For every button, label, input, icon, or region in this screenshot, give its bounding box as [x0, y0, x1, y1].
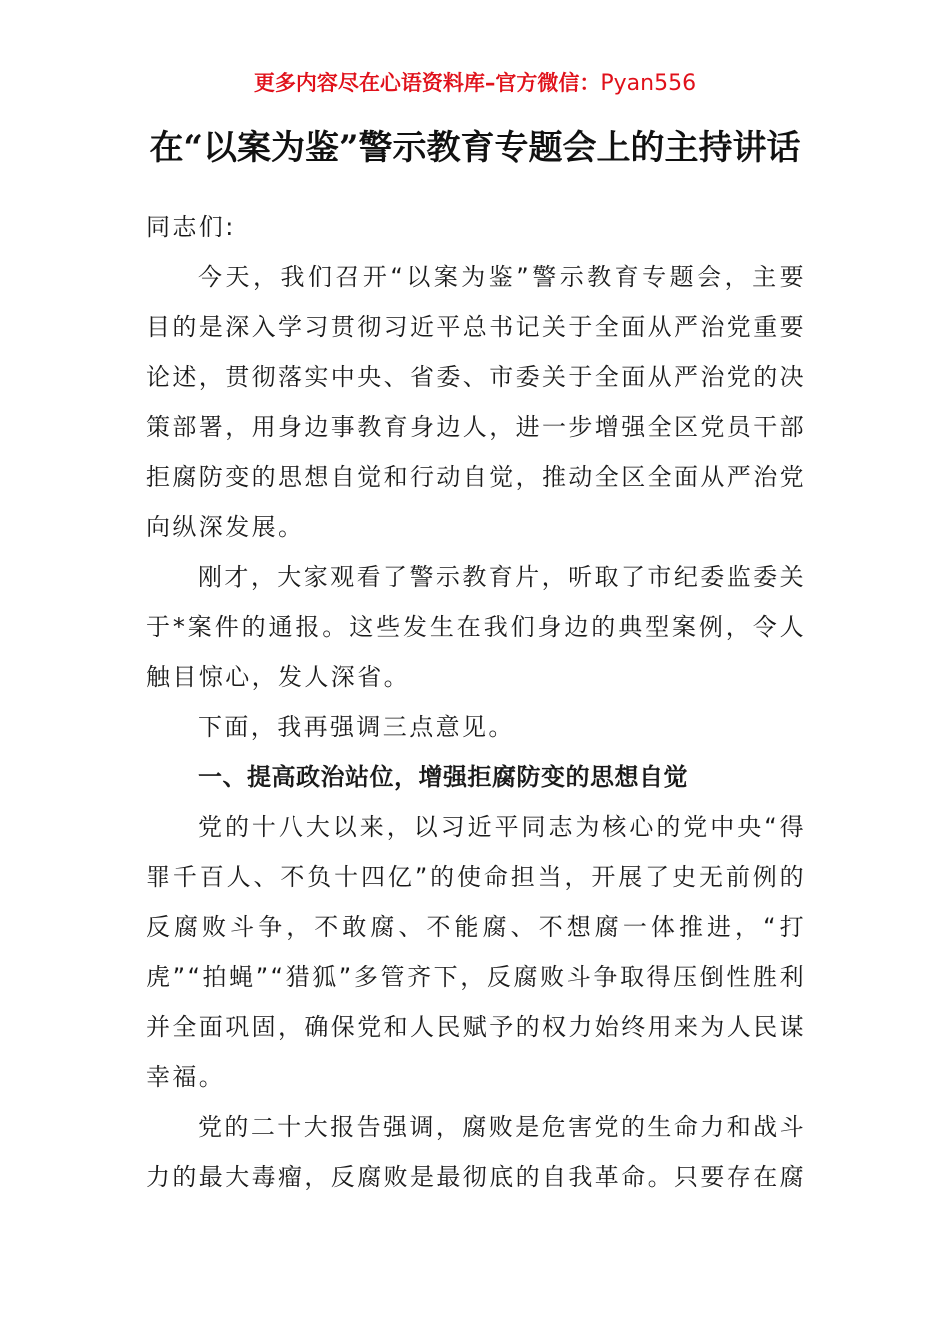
- header-dash: –: [484, 71, 496, 95]
- salutation: 同志们:: [146, 213, 236, 241]
- header-site-text: 更多内容尽在心语资料库: [253, 71, 485, 95]
- section-heading: 一、提高政治站位，增强拒腐防变的思想自觉: [198, 763, 688, 791]
- document-body: [146, 202, 806, 1202]
- header-wechat-label: 官方微信：: [495, 71, 601, 95]
- paragraph-twentieth-congress: 党的二十大报告强调，腐败是危害党的生命力和战斗力的最大毒瘤，反腐败是最彻底的自我革命。只要存在腐: [146, 1113, 806, 1191]
- header-wechat-id: Pyan556: [600, 71, 697, 96]
- paragraph-anti-corruption: 党的十八大以来，以习近平同志为核心的党中央“得罪千百人、不负十四亿”的使命担当，开展了史无前例的反腐败斗争，不敢腐、不能腐、不想腐一体推进，“打虎”“拍蝇”“猎狐”多管齐下，反腐败斗争取得压倒性胜利并全面巩固，确保党和人民赋予的权力始终用来为人民谋幸福。: [146, 813, 806, 1091]
- paragraph-transition: 下面，我再强调三点意见。: [198, 713, 515, 741]
- paragraph-intro: 今天，我们召开“以案为鉴”警示教育专题会，主要目的是深入学习贯彻习近平总书记关于全面从严治党重要论述，贯彻落实中央、省委、市委关于全面从严治党的决策部署，用身边事教育身边人，进一步增强全区党员干部拒腐防变的思想自觉和行动自觉，推动全区全面从严治党向纵深发展。: [146, 263, 806, 541]
- document-title: 在“以案为鉴”警示教育专题会上的主持讲话: [149, 128, 801, 168]
- promo-header: [0, 68, 950, 99]
- paragraph-cases: 刚才，大家观看了警示教育片，听取了市纪委监委关于*案件的通报。这些发生在我们身边的典型案例，令人触目惊心，发人深省。: [146, 563, 806, 691]
